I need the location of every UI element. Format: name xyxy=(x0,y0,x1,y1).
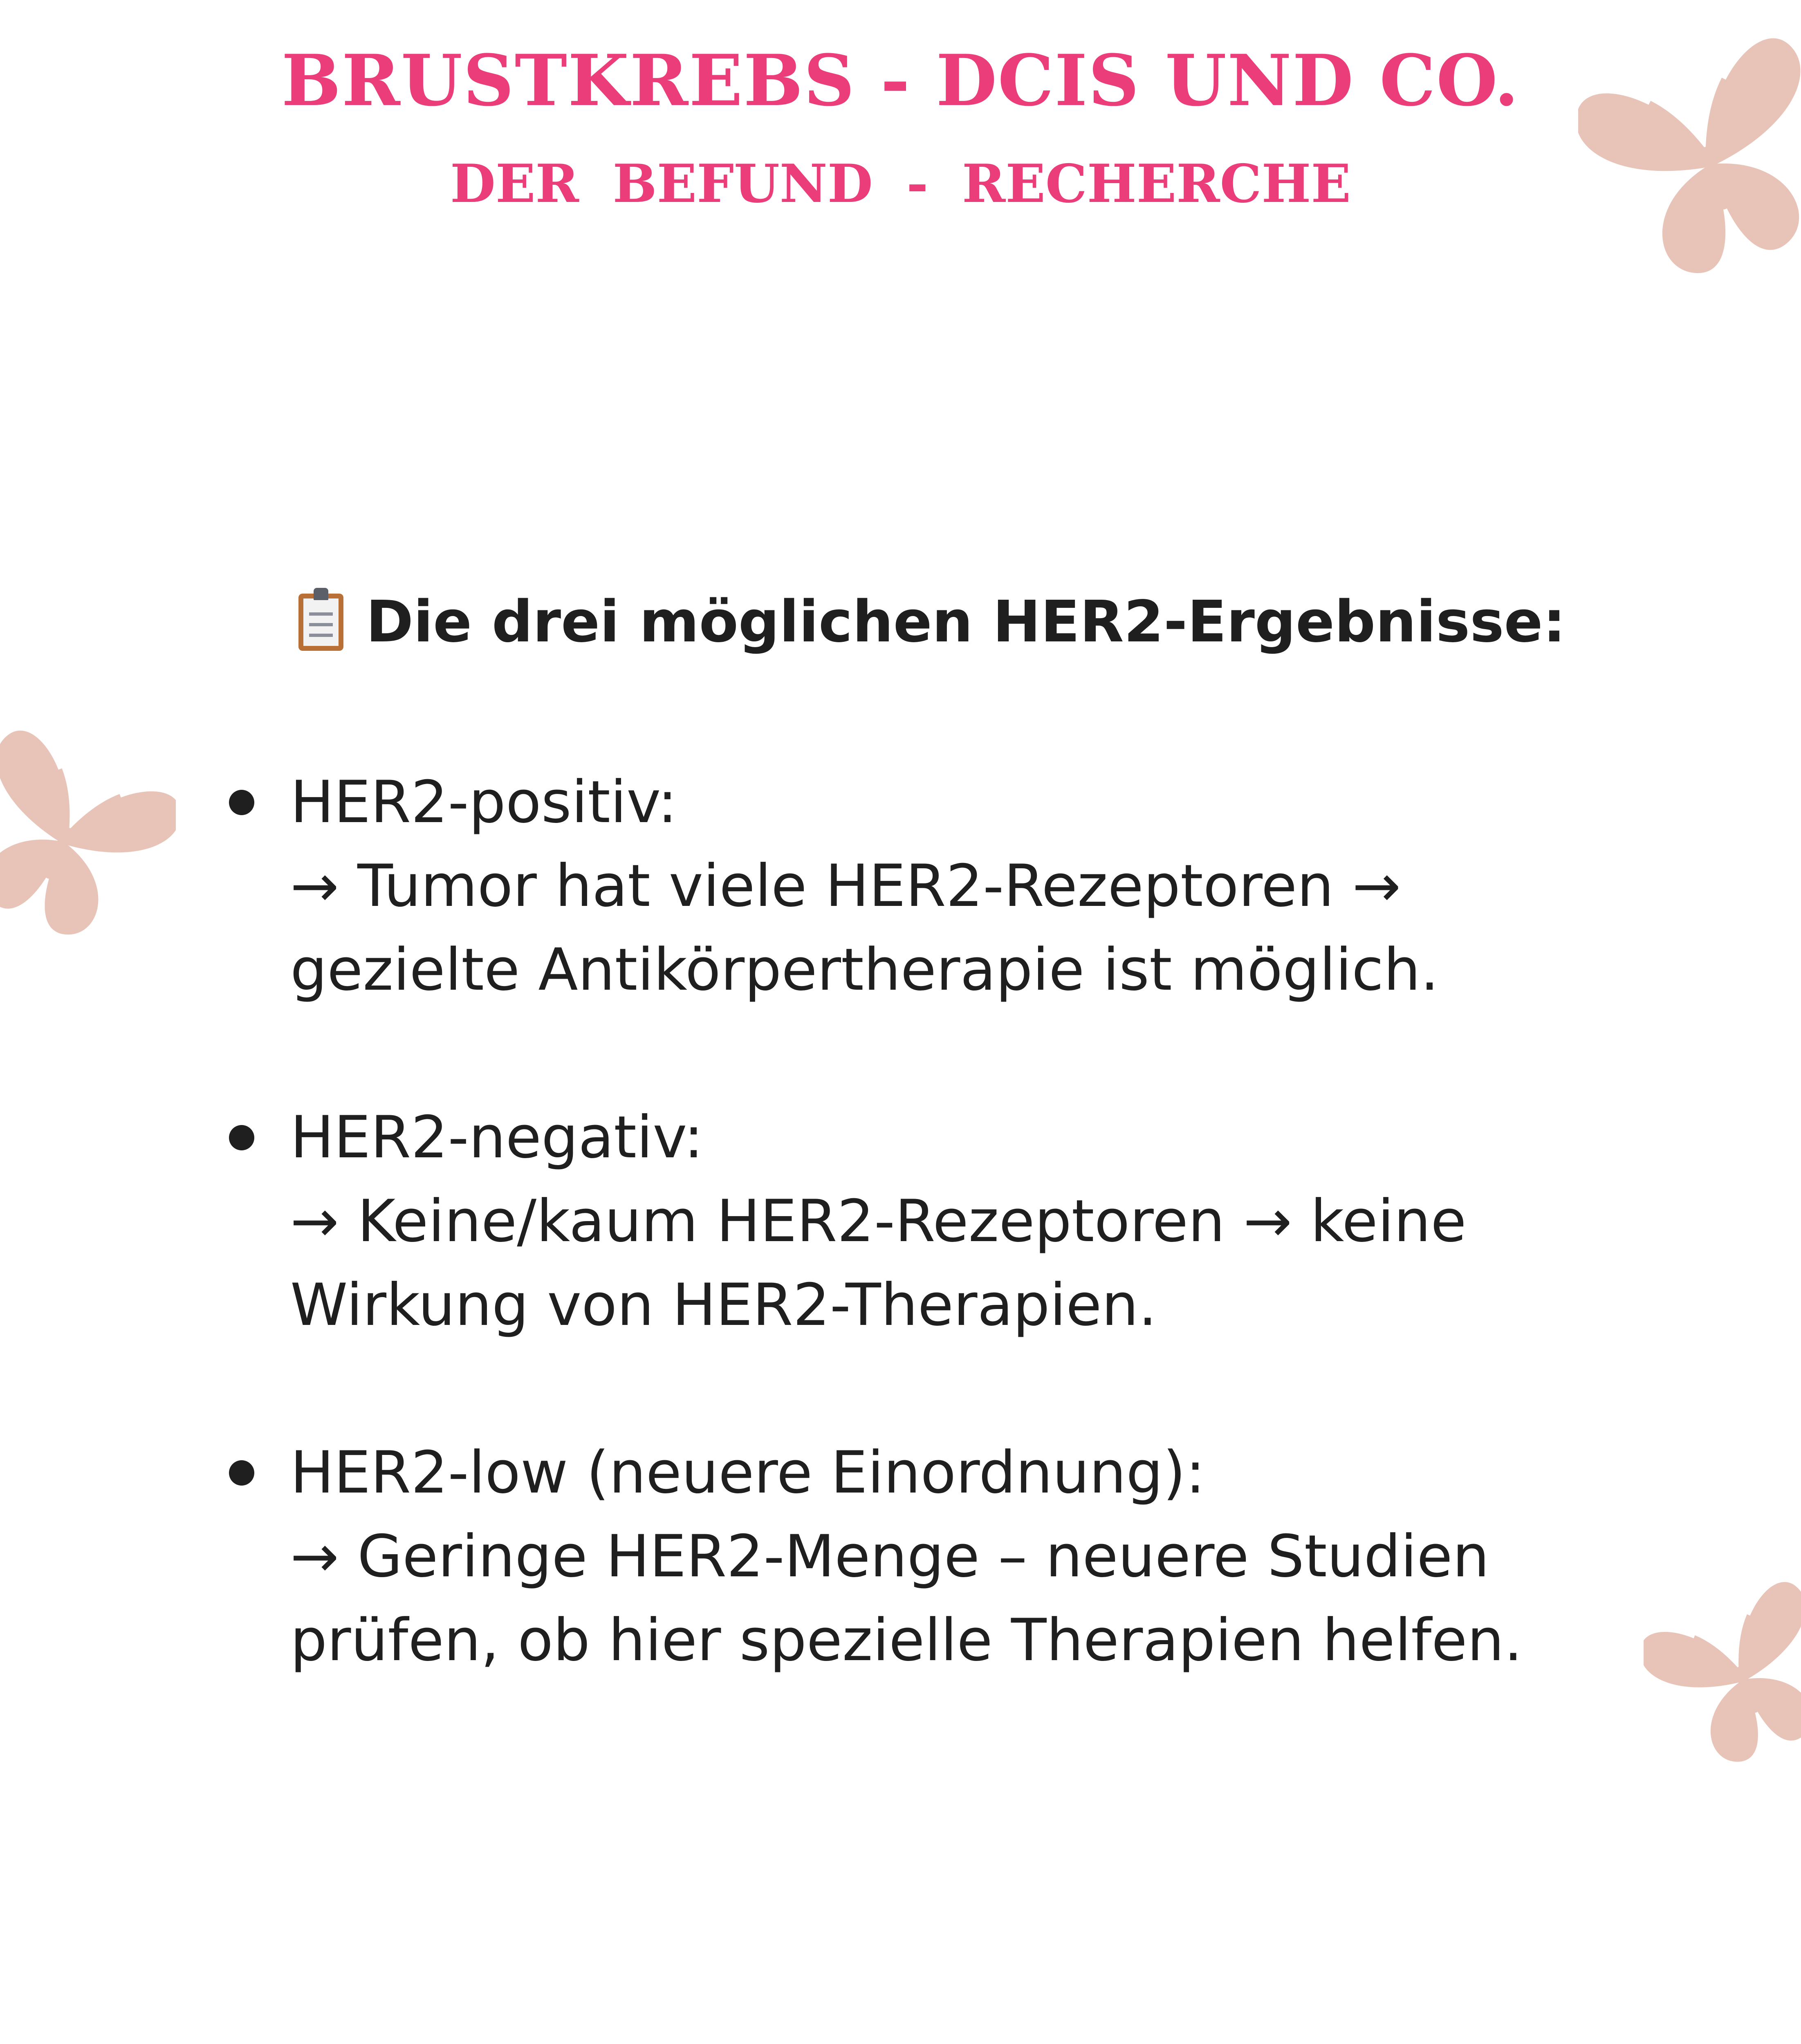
bullet-icon xyxy=(229,1125,254,1150)
butterfly-icon xyxy=(0,728,176,948)
item-label: HER2-negativ: xyxy=(290,1104,704,1171)
her2-results-list xyxy=(229,760,1619,1766)
pink-ribbon-icon xyxy=(752,2036,1088,2044)
item-label: HER2-positiv: xyxy=(290,769,677,836)
item-text: gezielte Antikörpertherapie ist möglich. xyxy=(290,936,1439,1004)
clipboard-icon xyxy=(298,594,343,651)
item-label: HER2-low (neuere Einordnung): xyxy=(290,1439,1205,1506)
page-subtitle: DER BEFUND - RECHERCHE xyxy=(450,153,1351,215)
section-heading-text: Die drei möglichen HER2-Ergebnisse: xyxy=(366,589,1566,655)
item-text: → Tumor hat viele HER2-Rezeptoren → xyxy=(290,852,1401,920)
list-item xyxy=(229,1096,1619,1347)
item-text: → Keine/kaum HER2-Rezeptoren → keine xyxy=(290,1188,1467,1255)
section-heading xyxy=(298,589,1566,655)
item-text: prüfen, ob hier spezielle Therapien helfen. xyxy=(290,1607,1523,1674)
butterfly-icon xyxy=(1578,16,1801,303)
bullet-icon xyxy=(229,1460,254,1486)
bullet-icon xyxy=(229,790,254,815)
page-title: BRUSTKREBS - DCIS UND CO. xyxy=(281,39,1520,122)
butterfly-icon xyxy=(1644,1578,1801,1774)
list-item xyxy=(229,760,1619,1012)
list-item xyxy=(229,1431,1619,1682)
item-text: Wirkung von HER2-Therapien. xyxy=(290,1271,1157,1339)
item-text: → Geringe HER2-Menge – neuere Studien xyxy=(290,1523,1489,1590)
